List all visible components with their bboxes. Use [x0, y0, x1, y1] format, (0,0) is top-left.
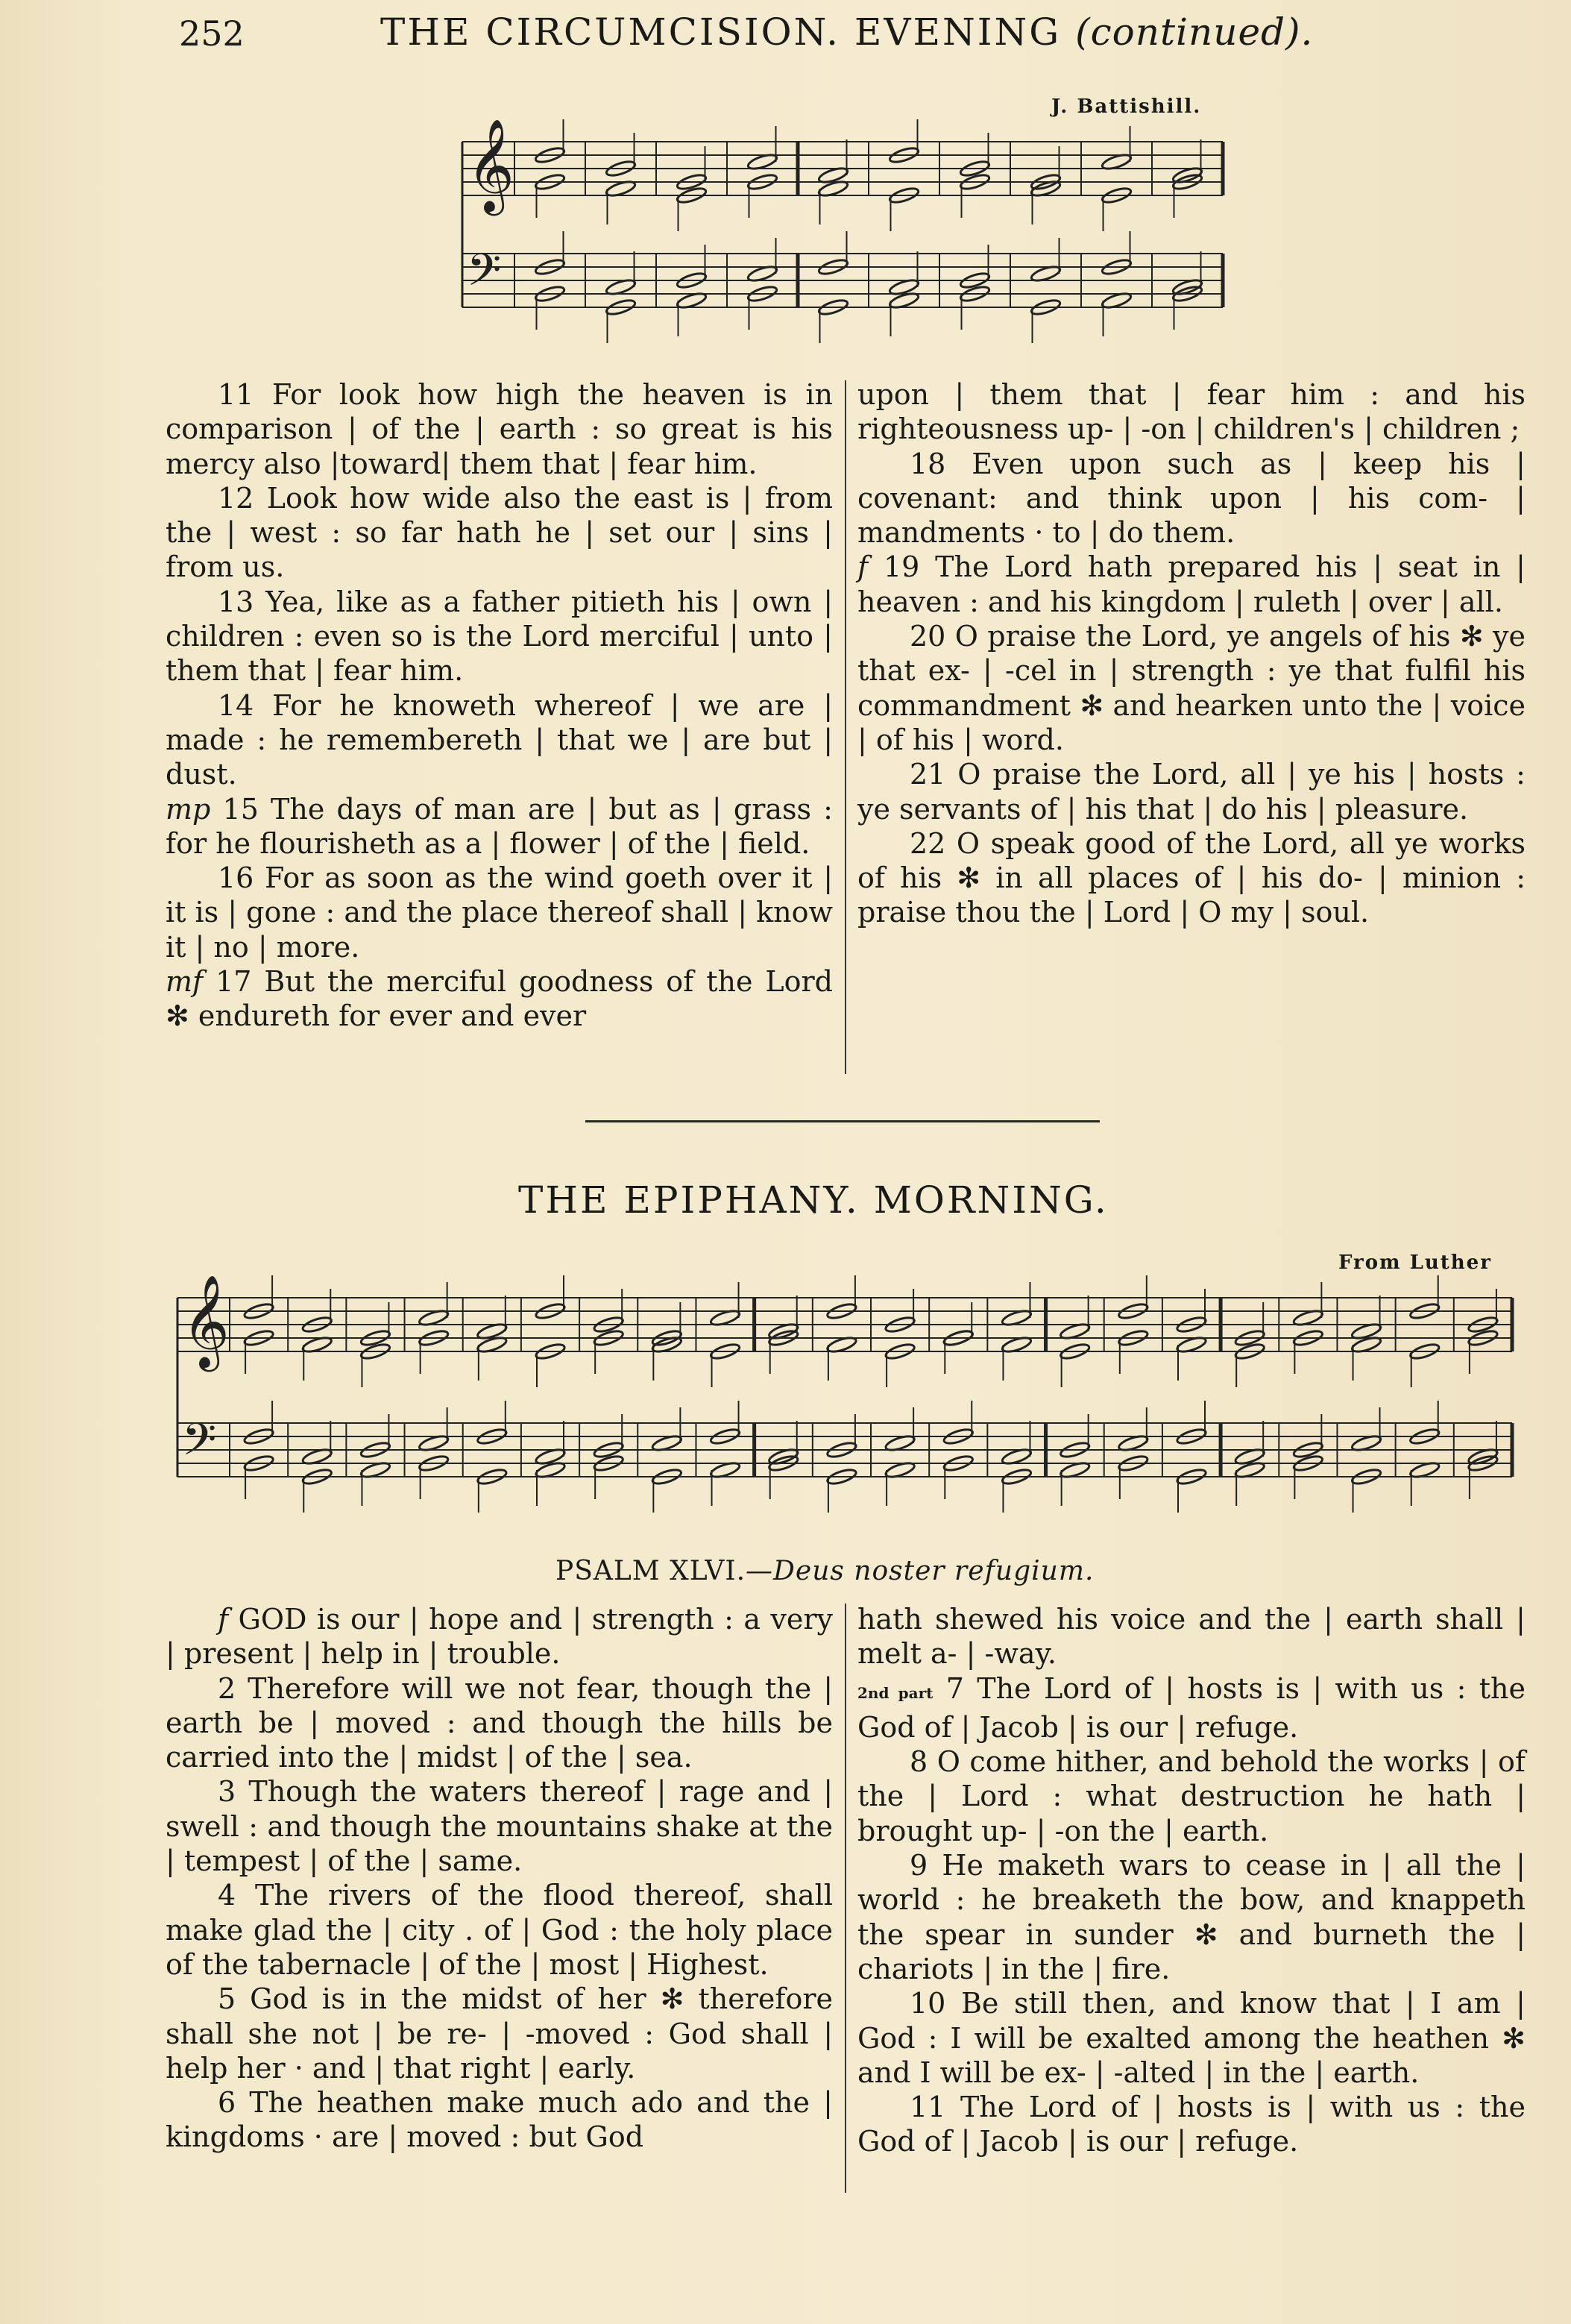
verse: 5 God is in the midst of her ✻ therefore shall she not | be re- | -moved : God shall | help her · and | that right | early.	[166, 1982, 833, 2085]
verse-text: 7 The Lord of | hosts is | with us : the God of | Jacob | is our | refuge.	[857, 1671, 1526, 1744]
verse-text: 19 The Lord hath prepared his | seat in | heaven : and his kingdom | ruleth | over | all.	[857, 550, 1526, 618]
column-divider	[845, 380, 846, 1074]
chant1-music-score	[447, 119, 1238, 343]
section1-left-column	[166, 377, 833, 1034]
verse: 20 O praise the Lord, ye angels of his ✻ ye that ex- | -cel in | strength : ye that fulfil his commandment ✻ and hearken unto the | voice | of his | word.	[857, 620, 1526, 756]
dynamic-mark: mp	[166, 792, 211, 826]
verse: 8 O come hither, and behold the works | of the | Lord : what destruction he hath | brought up- | -on the | earth.	[857, 1745, 1526, 1847]
section2-right-column	[857, 1602, 1526, 2159]
verse	[166, 1602, 833, 1671]
verse	[166, 792, 833, 861]
chant2-music-score	[163, 1275, 1527, 1529]
verse: 10 Be still then, and know that | I am | God : I will be exalted among the heathen ✻ and I will be ex- | -alted | in the | earth.	[857, 1987, 1526, 2089]
running-head-title: THE CIRCUMCISION. EVENING	[380, 10, 1062, 54]
dynamic-mark: mf	[166, 965, 204, 999]
verse: 2 Therefore will we not fear, though the | earth be | moved : and though the hills be carried into the | midst | of the | sea.	[166, 1671, 833, 1774]
running-head-continued: (continued).	[1075, 10, 1314, 54]
verse	[166, 964, 833, 1034]
dynamic-mark: f	[218, 1603, 229, 1636]
verse: 4 The rivers of the flood thereof, shall make glad the | city . of | God : the holy place of the tabernacle | of the | most | Highest.	[166, 1879, 833, 1981]
bass-clef-icon: 𝄢	[467, 244, 502, 307]
running-head	[380, 10, 1313, 54]
verse: 3 Though the waters thereof | rage and | swell : and though the mountains shake at the | tempest | of the | same.	[166, 1775, 833, 1878]
verse: 18 Even upon such as | keep his | covenant: and think upon | his com- | mandments · to | do them.	[857, 447, 1526, 550]
verse-text: 17 But the merciful goodness of the Lord ✻ endureth for ever and ever	[166, 965, 833, 1033]
verse-text: 15 The days of man are | but as | grass : for he flourisheth as a | flower | of the | field.	[166, 792, 833, 860]
psalm-subtitle: —Deus noster refugium.	[746, 1556, 1095, 1586]
psalm-heading	[555, 1556, 1094, 1586]
treble-clef-icon: 𝄞	[182, 1275, 230, 1368]
verse	[857, 550, 1526, 619]
verse	[857, 1671, 1526, 1745]
verse-text: GOD is our | hope and | strength : a very | present | help in | trouble.	[166, 1603, 833, 1671]
verse: upon | them that | fear him : and his righteousness up- | -on | children's | children ;	[857, 378, 1526, 446]
section-divider	[585, 1120, 1100, 1122]
verse: 12 Look how wide also the east is | from the | west : so far hath he | set our | sins | from us.	[166, 481, 833, 584]
bass-clef-icon: 𝄢	[182, 1413, 217, 1476]
section1-right-column	[857, 377, 1526, 930]
dynamic-mark: f	[857, 550, 869, 584]
treble-clef-icon: 𝄞	[467, 119, 514, 212]
verse: 22 O speak good of the Lord, all ye works of his ✻ in all places of | his do- | minion : praise thou the | Lord | O my | soul.	[857, 826, 1526, 929]
chant1-composer: J. Battishill.	[1051, 95, 1202, 118]
verse: 6 The heathen make much ado and the | kingdoms · are | moved : but God	[166, 2086, 833, 2154]
verse: 11 For look how high the heaven is in comparison | of the | earth : so great is his mercy also |toward| them that | fear him.	[166, 378, 833, 480]
chant2-composer: From Luther	[1338, 1251, 1492, 1274]
verse: 21 O praise the Lord, all | ye his | hosts : ye servants of | his that | do his | pleasure.	[857, 758, 1526, 826]
verse: 9 He maketh wars to cease in | all the | world : he breaketh the bow, and knappeth the spear in sunder ✻ and burneth the | chariots | in the | fire.	[857, 1849, 1526, 1985]
psalm-number: PSALM XLVI.	[555, 1556, 746, 1586]
section2-title: THE EPIPHANY. MORNING.	[518, 1178, 1109, 1222]
verse: hath shewed his voice and the | earth shall | melt a- | -way.	[857, 1603, 1526, 1671]
verse: 13 Yea, like as a father pitieth his | own | children : even so is the Lord merciful | unto | them that | fear him.	[166, 585, 833, 688]
page-number: 252	[179, 13, 245, 54]
verse: 14 For he knoweth whereof | we are | made : he remembereth | that we | are but | dust.	[166, 688, 833, 791]
section2-left-column	[166, 1602, 833, 2155]
verse: 11 The Lord of | hosts is | with us : the God of | Jacob | is our | refuge.	[857, 2091, 1526, 2158]
dynamic-mark: 2nd part	[857, 1683, 934, 1702]
column-divider	[845, 1604, 846, 2193]
verse: 16 For as soon as the wind goeth over it | it is | gone : and the place thereof shall | know it | no | more.	[166, 861, 833, 964]
